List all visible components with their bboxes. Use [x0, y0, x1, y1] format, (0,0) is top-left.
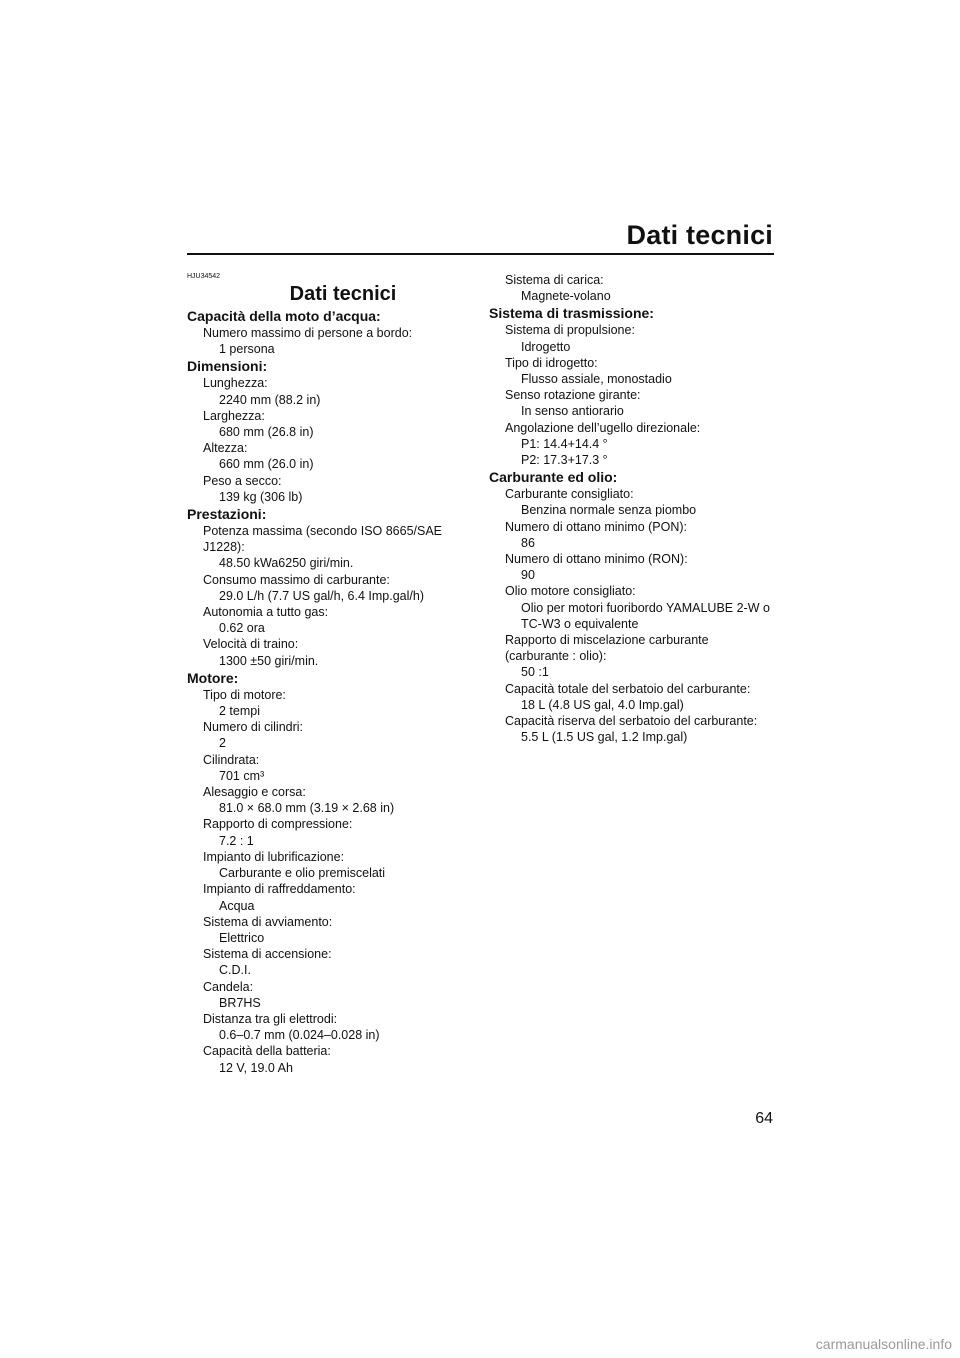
- spec-value: 1300 ±50 giri/min.: [219, 653, 319, 668]
- section-title: Dati tecnici: [289, 283, 397, 305]
- spec-label: (carburante : olio):: [505, 649, 607, 664]
- spec-value: C.D.I.: [219, 963, 251, 978]
- spec-value: 50 :1: [521, 665, 549, 680]
- heading-prestazioni: Prestazioni:: [187, 506, 267, 523]
- spec-value: 2 tempi: [219, 704, 260, 719]
- heading-carburante: Carburante ed olio:: [489, 469, 618, 486]
- spec-value: 18 L (4.8 US gal, 4.0 Imp.gal): [521, 697, 684, 712]
- spec-value: Benzina normale senza piombo: [521, 503, 697, 518]
- spec-label: Potenza massima (secondo ISO 8665/SAE: [203, 524, 443, 539]
- spec-value: 1 persona: [219, 342, 275, 357]
- spec-label: Capacità della batteria:: [203, 1044, 331, 1059]
- spec-label: Numero di cilindri:: [203, 720, 304, 735]
- spec-label: Lunghezza:: [203, 376, 268, 391]
- spec-label: Tipo di motore:: [203, 687, 286, 702]
- spec-label: Velocità di traino:: [203, 637, 299, 652]
- footer-watermark[interactable]: carmanualsonline.info: [815, 1336, 952, 1352]
- spec-value: Elettrico: [219, 930, 265, 945]
- spec-value: 81.0 × 68.0 mm (3.19 × 2.68 in): [219, 801, 395, 816]
- spec-value: 86: [521, 535, 535, 550]
- spec-value: 90: [521, 568, 535, 583]
- spec-value: 660 mm (26.0 in): [219, 457, 314, 472]
- spec-label: Distanza tra gli elettrodi:: [203, 1011, 338, 1026]
- spec-label: Angolazione dell’ugello direzionale:: [505, 420, 701, 435]
- spec-label: Sistema di accensione:: [203, 947, 332, 962]
- header-rule: [187, 253, 774, 255]
- spec-label: J1228):: [203, 540, 245, 555]
- spec-label: Larghezza:: [203, 408, 265, 423]
- spec-label: Numero di ottano minimo (RON):: [505, 552, 688, 567]
- spec-value: 0.6–0.7 mm (0.024–0.028 in): [219, 1028, 380, 1043]
- spec-label: Rapporto di miscelazione carburante: [505, 633, 709, 648]
- spec-label: Capacità totale del serbatoio del carburante:: [505, 681, 751, 696]
- spec-label: Senso rotazione girante:: [505, 388, 641, 403]
- spec-label: Sistema di avviamento:: [203, 914, 333, 929]
- left-column: [187, 272, 459, 1076]
- spec-value: 29.0 L/h (7.7 US gal/h, 6.4 Imp.gal/h): [219, 588, 424, 603]
- spec-value: 2: [219, 736, 226, 751]
- spec-value: Idrogetto: [521, 339, 571, 354]
- spec-value: Carburante e olio premiscelati: [219, 866, 386, 881]
- right-column: [489, 272, 779, 745]
- spec-label: Impianto di raffreddamento:: [203, 882, 356, 897]
- spec-value: Acqua: [219, 898, 255, 913]
- spec-label: Cilindrata:: [203, 752, 260, 767]
- spec-value: 48.50 kWa6250 giri/min.: [219, 556, 354, 571]
- spec-value: BR7HS: [219, 995, 261, 1010]
- spec-value: Magnete-volano: [521, 289, 611, 304]
- heading-trasmissione: Sistema di trasmissione:: [489, 305, 654, 322]
- heading-motore: Motore:: [187, 669, 239, 686]
- spec-label: Candela:: [203, 979, 254, 994]
- spec-label: Alesaggio e corsa:: [203, 785, 306, 800]
- spec-value: 7.2 : 1: [219, 833, 254, 848]
- spec-label: Consumo massimo di carburante:: [203, 572, 390, 587]
- spec-value: 0.62 ora: [219, 621, 265, 636]
- doc-code: HJU34542: [187, 273, 221, 280]
- spec-value: In senso antiorario: [521, 404, 624, 419]
- spec-value: Flusso assiale, monostadio: [521, 372, 672, 387]
- spec-label: Altezza:: [203, 441, 248, 456]
- spec-value: Olio per motori fuoribordo YAMALUBE 2-W o: [521, 600, 770, 615]
- spec-value: 12 V, 19.0 Ah: [219, 1060, 293, 1075]
- spec-value: 139 kg (306 lb): [219, 489, 303, 504]
- spec-value: TC-W3 o equivalente: [521, 616, 639, 631]
- spec-label: Carburante consigliato:: [505, 487, 634, 502]
- spec-label: Sistema di carica:: [505, 273, 604, 287]
- heading-capacita: Capacità della moto d’acqua:: [187, 308, 381, 324]
- header-title: Dati tecnici: [626, 220, 773, 250]
- spec-label: Sistema di propulsione:: [505, 323, 635, 338]
- spec-label: Tipo di idrogetto:: [505, 355, 598, 370]
- spec-value: 5.5 L (1.5 US gal, 1.2 Imp.gal): [521, 730, 688, 745]
- spec-label: Peso a secco:: [203, 473, 282, 488]
- heading-dimensioni: Dimensioni:: [187, 358, 268, 375]
- spec-label: Capacità riserva del serbatoio del carburante:: [505, 714, 758, 729]
- spec-label: Olio motore consigliato:: [505, 584, 636, 599]
- spec-label: Rapporto di compressione:: [203, 817, 353, 832]
- spec-value: 680 mm (26.8 in): [219, 425, 314, 440]
- spec-value: 701 cm³: [219, 768, 265, 783]
- spec-value: P2: 17.3+17.3 °: [521, 453, 608, 468]
- page-number: 64: [755, 1110, 773, 1127]
- spec-label: Autonomia a tutto gas:: [203, 605, 329, 620]
- spec-value: 2240 mm (88.2 in): [219, 392, 321, 407]
- spec-label: Impianto di lubrificazione:: [203, 849, 345, 864]
- spec-label: Numero massimo di persone a bordo:: [203, 326, 413, 340]
- spec-value: P1: 14.4+14.4 °: [521, 436, 608, 451]
- spec-label: Numero di ottano minimo (PON):: [505, 519, 688, 534]
